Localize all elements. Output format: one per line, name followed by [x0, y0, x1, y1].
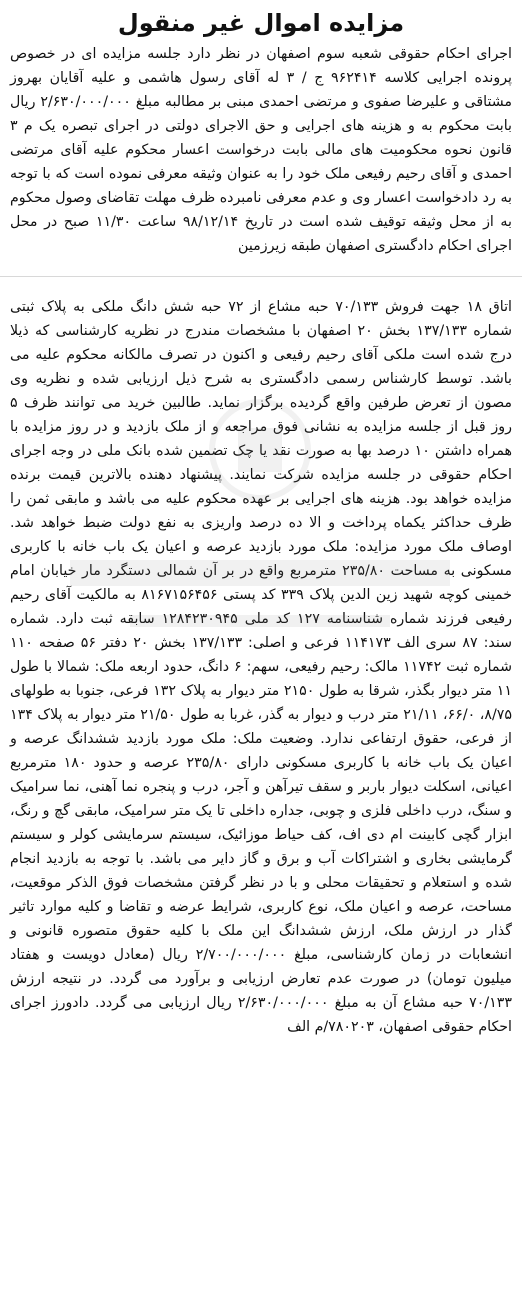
notice-paragraph-2: اتاق ۱۸ جهت فروش ۷۰/۱۳۳ حبه مشاع از ۷۲ حبه شش دانگ ملکی به پلاک ثبتی شماره ۱۳۷/۱۳۳ بخش ۲۰ اصفهان با مشخصات مندرج در نظریه کارشناسی که ذیلا درج شده است ملکی آقای رحیم رفیعی و اکنون در تصرف مالکانه محکوم علیه می باشد. توسط کارشناس رسمی دادگستری به شرح ذیل ارزیابی شده و نظریه وی مصون از تعرض طرفین واقع گردیده برگزار نماید. طالبین خرید می توانند ظرف ۵ روز قبل از جلسه مزایده به نشانی فوق مراجعه و از ملک بازدید و در روز مزایده با همراه داشتن ۱۰ درصد بها به صورت نقد یا چک تضمین شده بانک ملی در وجه اجرای احکام حقوقی در جلسه مزایده شرکت نمایند. پیشنهاد دهنده بالاترین قیمت برنده مزایده خواهد بود. هزینه های اجرایی بر عهده محکوم علیه می باشد و مابقی ثمن را ظرف حداکثر یکماه پرداخت و الا ده درصد واریزی به نفع دولت ضبط خواهد شد. اوصاف ملک مورد مزایده: ملک مورد بازدید عرصه و اعیان یک باب خانه با کاربری مسکونی به مساحت ۲۳۵/۸۰ مترمربع واقع در بر آن شمالی دستگرد مار خیابان امام خمینی کوچه شهید زین الدین پلاک ۳۳۹ کد پستی ۸۱۶۷۱۵۶۴۵۶ به مالکیت آقای رحیم رفیعی فرزند شماره شناسنامه ۱۲۷ کد ملی ۱۲۸۴۲۳۰۹۴۵ سابقه ثبت دارد. شماره سند: ۸۷ سری الف ۱۱۴۱۷۳ فرعی و اصلی: ۱۳۷/۱۳۳ بخش ۲۰ دفتر ۵۶ صفحه ۱۱۰ شماره ثبت ۱۱۷۴۲ مالک: رحیم رفیعی، سهم: ۶ دانگ، حدود اربعه ملک: شمالا با طول ۱۱ متر دیوار بگذر، شرقا به طول ۲۱۵۰ متر دیوار به پلاک ۱۳۲ فرعی، جنوبا به طولهای ۸/۷۵، ۶۶/۰، ۲۱/۱۱ متر درب و دیوار به گذر، غربا به طول ۲۱/۵۰ متر دیوار به پلاک ۱۳۴ از فرعی، حقوق ارتفاعی ندارد. وضعیت ملک: ملک مورد بازدید ششدانگ عرصه و اعیان یک باب خانه با کاربری مسکونی دارای ۲۳۵/۸۰ عرصه و حدود ۱۸۰ مترمربع اعیانی، اسکلت دیوار باربر و سقف تیرآهن و آجر، درب و پنجره نما آهنی، نما سرامیک و سنگ، درب داخلی فلزی و چوبی، جداره داخلی تا یک متر سرامیک، مابقی گچ و رنگ، ابزار گچی کابینت ام دی اف، کف حیاط موزائیک، سیستم سرمایشی کولر و سیستم گرمایشی بخاری و اشتراکات آب و برق و گاز دایر می باشد. با توجه به بازدید انجام شده و استعلام و تحقیقات محلی و با در نظر گرفتن مشخصات فوق الذکر موقعیت، مساحت، عرصه و اعیان ملک، نوع کاربری، شرایط عرضه و تقاضا و کلیه موارد تاثیر گذار در ارزش ملک، ارزش ششدانگ این ملک با کلیه حقوق متصوره قانونی و انشعابات در زمان کارشناسی، مبلغ ۲/۷۰۰/۰۰۰/۰۰۰ ریال (معادل دویست و هفتاد میلیون تومان) در صورت عدم تعارض ارزیابی و برآورد می گردد. در نتیجه ارزش ۷۰/۱۳۳ حبه مشاع آن به مبلغ ۲/۶۳۰/۰۰۰/۰۰۰ ریال ارزیابی می گردد. دادورز اجرای احکام حقوقی اصفهان، ۷۸۰۲۰۳/م الف [10, 299, 513, 1035]
notice-title: مزایده اموال غیر منقول [117, 9, 405, 37]
notice-paragraph-1: اجرای احکام حقوقی شعبه سوم اصفهان در نظر دارد جلسه مزایده ای در خصوص پرونده اجرایی کلاسه ۹۶۲۴۱۴ ج / ۳ له آقای رسول هاشمی و علیه آقایان بهروز مشتاقی و علیرضا صفوی و مرتضی احمدی مبنی بر مطالبه مبلغ ۲/۶۳۰/۰۰۰/۰۰۰ ریال بابت محکوم به و هزینه های اجرایی و حق الاجرای دولتی در اجرای تبصره یک م ۳ قانون نحوه محکومیت های مالی بابت درخواست اعسار محکوم علیه آقای مرتضی احمدی و آقای رحیم رفیعی ملک خود را به عنوان وثیقه معرفی نموده است که با توجه به رد دادخواست اعسار وی و عدم معرفی نامبرده ظرف مهلت تقاضای وصول محکوم به از محل وثیقه توقیف شده است در تاریخ ۹۸/۱۲/۱۴ ساعت ۱۱/۳۰ صبح در محل اجرای احکام دادگستری اصفهان طبقه زیرزمین [10, 46, 512, 254]
section-divider [0, 262, 522, 277]
